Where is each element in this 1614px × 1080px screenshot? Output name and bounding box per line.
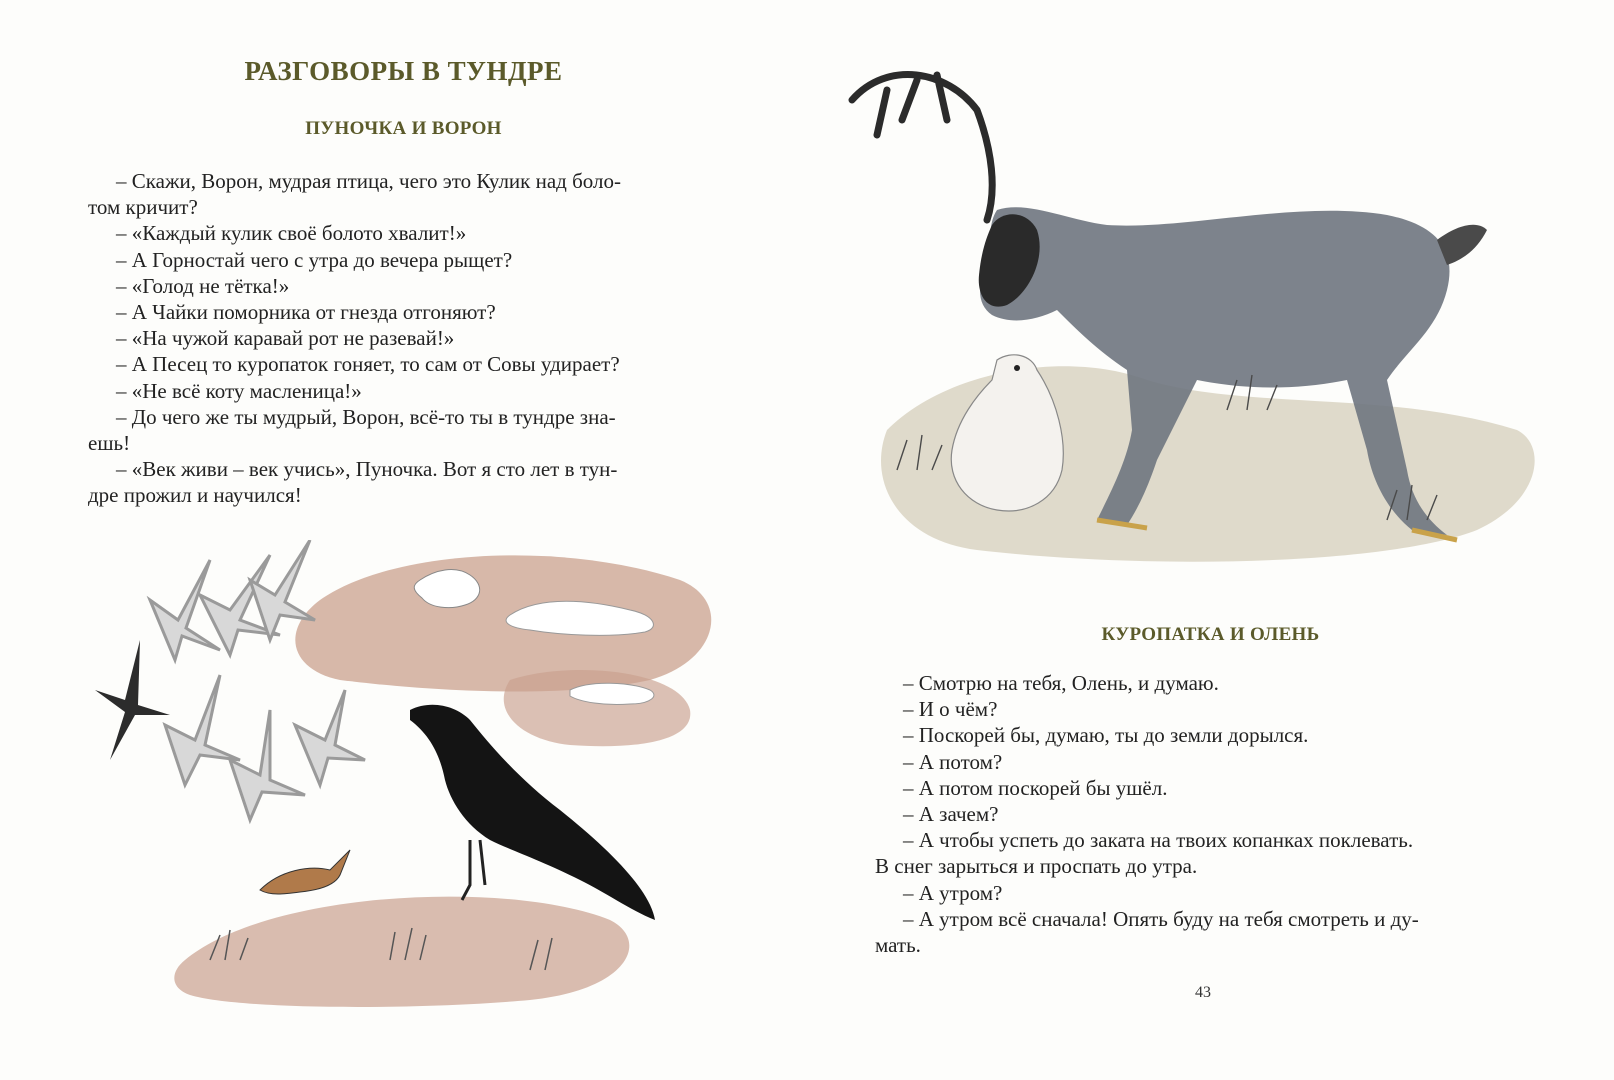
page-number: 43 <box>1195 984 1211 1001</box>
text-line: – А зачем? <box>903 802 999 827</box>
snow-bunting-icon <box>260 850 350 894</box>
text-line: – Поскорей бы, думаю, ты до земли дорылся. <box>903 723 1309 748</box>
dialogue-snow-bunting-raven <box>88 168 738 509</box>
text-line: – А потом поскорей бы ушёл. <box>903 775 1168 800</box>
text-line: дре прожил и научился! <box>88 483 302 508</box>
text-line: – Скажи, Ворон, мудрая птица, чего это Кулик над боло- <box>116 169 621 193</box>
gull-flock <box>150 540 365 820</box>
text-line: – А чтобы успеть до заката на твоих копанках поклевать. <box>903 828 1414 853</box>
earth-wash <box>504 670 691 746</box>
text-line: – «Не всё коту масленица!» <box>116 378 362 403</box>
page-title: РАЗГОВОРЫ В ТУНДРЕ <box>244 56 563 86</box>
right-page <box>807 0 1614 1080</box>
text-line: – И о чём? <box>903 697 998 722</box>
section-title-ptarmigan-reindeer: КУРОПАТКА И ОЛЕНЬ <box>1101 624 1320 645</box>
skua-icon <box>95 640 170 760</box>
illustration-tundra-birds <box>90 540 730 1020</box>
raven-leg <box>462 840 485 900</box>
text-line: – А утром всё сначала! Опять буду на тебя смотреть и ду- <box>903 906 1419 931</box>
text-line: – А Песец то куропаток гоняет, то сам от Совы удирает? <box>116 352 620 377</box>
text-line: – «Век живи – век учись», Пуночка. Вот я сто лет в тун- <box>116 457 618 482</box>
dialogue-ptarmigan-reindeer <box>875 670 1525 958</box>
gull-icon <box>165 675 240 785</box>
illustration-reindeer-ptarmigan <box>827 50 1547 580</box>
text-line: – А Чайки поморника от гнезда отгоняют? <box>116 300 496 325</box>
text-line: мать. <box>875 933 921 958</box>
text-line: – До чего же ты мудрый, Ворон, всё-то ты в тундре зна- <box>116 404 616 429</box>
gull-icon <box>295 690 365 785</box>
text-line: том кричит? <box>88 195 198 220</box>
text-line: – «На чужой каравай рот не разевай!» <box>116 326 455 351</box>
antler-icon <box>852 75 992 220</box>
section-title-snow-bunting-raven: ПУНОЧКА И ВОРОН <box>305 118 502 139</box>
ptarmigan-eye <box>1014 365 1020 371</box>
text-line: – А утром? <box>903 880 1003 905</box>
text-line: – А потом? <box>903 749 1003 774</box>
text-line: – Смотрю на тебя, Олень, и думаю. <box>903 671 1219 695</box>
text-line: – «Голод не тётка!» <box>116 273 290 298</box>
gull-icon <box>230 710 305 820</box>
text-line: ешь! <box>88 431 131 456</box>
text-line: В снег зарыться и проспать до утра. <box>875 854 1198 879</box>
text-line: – А Горностай чего с утра до вечера рыщет? <box>116 247 513 272</box>
text-line: – «Каждый кулик своё болото хвалит!» <box>116 221 467 246</box>
